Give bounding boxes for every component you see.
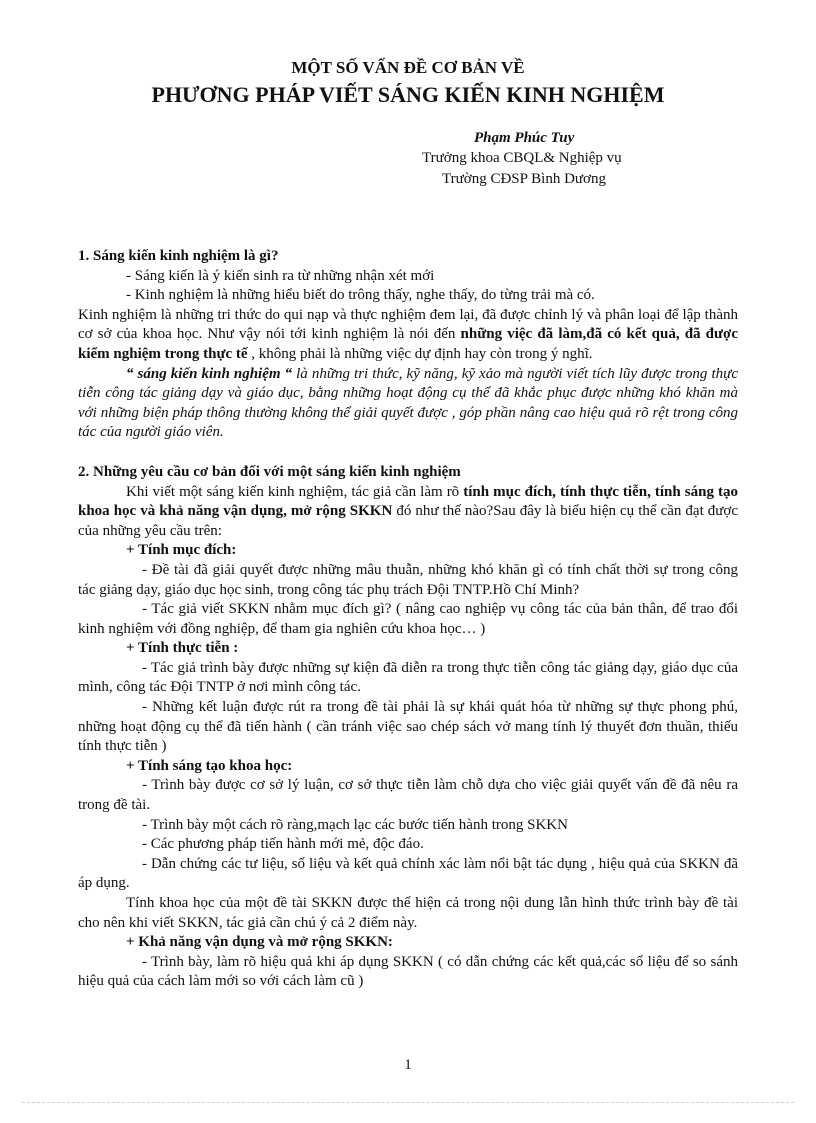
list-item: - Trình bày, làm rõ hiệu quả khi áp dụng SKKN ( có dẫn chứng các kết quả,các số liệu để so sánh hiệu quả của cách làm mới so với cách làm cũ ) (78, 953, 738, 990)
list-item: - Đề tài đã giải quyết được những mâu thuẫn, những khó khăn gì có tính chất thời sự trong công tác giảng dạy, giáo dục học sinh, trong công tác phụ trách Đội TNTP.Hồ Chí Minh? (78, 561, 738, 598)
section-1-bullet: - Kinh nghiệm là những hiểu biết do trông thấy, nghe thấy, do từng trải mà có. (126, 287, 595, 304)
title-line-1: MỘT SỐ VẤN ĐỀ CƠ BẢN VỀ (291, 58, 525, 77)
list-item: - Những kết luận được rút ra trong đề tài phải là sự khái quát hóa từ những sự thực phong phú, những hoạt động cụ thể đã tiến hành ( cần tránh việc sao chép sách vở mang tính lý thuyết đơn thuần, thiếu tính thực tiễn ) (78, 699, 738, 755)
page-divider (22, 1102, 794, 1103)
list-item: - Dẫn chứng các tư liệu, số liệu và kết quả chính xác làm nổi bật tác dụng , hiệu quả của SKKN đã áp dụng. (78, 855, 738, 892)
definition-paragraph: “ sáng kiến kinh nghiệm “ là những tri thức, kỹ năng, kỹ xảo mà người viết tích lũy được trong thực tiễn công tác giảng dạy và giáo dục, bằng những hoạt động cụ thể đã khắc phục được những khó khăn mà với những biện pháp thông thường không thể giải quyết được , góp phần nâng cao hiệu quả rõ rệt trong công tác của người giáo viên. (78, 365, 738, 441)
section-2-intro: Khi viết một sáng kiến kinh nghiệm, tác giả cần làm rõ tính mục đích, tính thực tiễn, tính sáng tạo khoa học và khả năng vận dụng, mở rộng SKKN đó như thế nào?Sau đây là biểu hiện cụ thể cần đạt được của những yêu cầu trên: (78, 483, 738, 539)
author-name: Phạm Phúc Tuy (474, 130, 575, 146)
author-role: Trưởng khoa CBQL& Nghiệp vụ (422, 150, 622, 166)
subheading-van-dung: + Khả năng vận dụng và mở rộng SKKN: (126, 934, 393, 951)
list-item: - Trình bày được cơ sở lý luận, cơ sở thực tiễn làm chỗ dựa cho việc giải quyết vấn đề đã nêu ra trong đề tài. (78, 777, 738, 814)
section-1-heading: 1. Sáng kiến kinh nghiệm là gì? (78, 248, 279, 264)
author-school: Trường CĐSP Bình Dương (442, 171, 606, 187)
section-2-heading: 2. Những yêu cầu cơ bản đối với một sáng kiến kinh nghiệm (78, 463, 461, 480)
subheading-muc-dich: + Tính mục đích: (126, 542, 237, 559)
list-item: - Tác giả viết SKKN nhằm mục đích gì? ( nâng cao nghiệp vụ công tác của bản thân, để trao đổi kinh nghiệm với đồng nghiệp, để tham gia nghiên cứu khoa học… ) (78, 601, 738, 637)
definition-term: “ sáng kiến kinh nghiệm “ (126, 365, 293, 382)
bold-phrase: tính mục đích, tính thực tiễn, tính sáng tạo khoa học và khả năng vận dụng, mở rộng SKKN (78, 483, 738, 520)
section-1-paragraph: Kinh nghiệm là những tri thức do qui nạp và thực nghiệm đem lại, đã được chỉnh lý và phân loại để lập thành cơ sở của khoa học. Như vậy nói tới kinh nghiệm là nói đến những việc đã làm,đã có kết quả, đã được kiểm nghiệm trong thực tế , không phải là những việc dự định hay còn trong ý nghĩ. (78, 306, 738, 362)
summary-paragraph: Tính khoa học của một đề tài SKKN được thể hiện cả trong nội dung lẫn hình thức trình bày đề tài cho nên khi viết SKKN, tác giả cần chú ý cả 2 điểm này. (78, 895, 738, 931)
bold-phrase: những việc đã làm,đã có kết quả, đã được kiểm nghiệm trong thực tế (78, 326, 738, 362)
subheading-sang-tao: + Tính sáng tạo khoa học: (126, 757, 293, 774)
page-number: 1 (404, 1057, 412, 1073)
section-1-bullet: - Sáng kiến là ý kiến sinh ra từ những nhận xét mới (126, 267, 435, 284)
subheading-thuc-tien: + Tính thực tiễn : (126, 640, 239, 657)
list-item: - Tác giả trình bày được những sự kiện đã diễn ra trong thực tiễn công tác giảng dạy, giáo dục của mình, công tác Đội TNTP ở nơi mình công tác. (78, 659, 738, 696)
list-item: - Các phương pháp tiến hành mới mẻ, độc đáo. (142, 836, 424, 853)
document-body (78, 247, 738, 992)
title-line-2: PHƯƠNG PHÁP VIẾT SÁNG KIẾN KINH NGHIỆM (151, 82, 665, 107)
list-item: - Trình bày một cách rõ ràng,mạch lạc các bước tiến hành trong SKKN (142, 816, 568, 833)
